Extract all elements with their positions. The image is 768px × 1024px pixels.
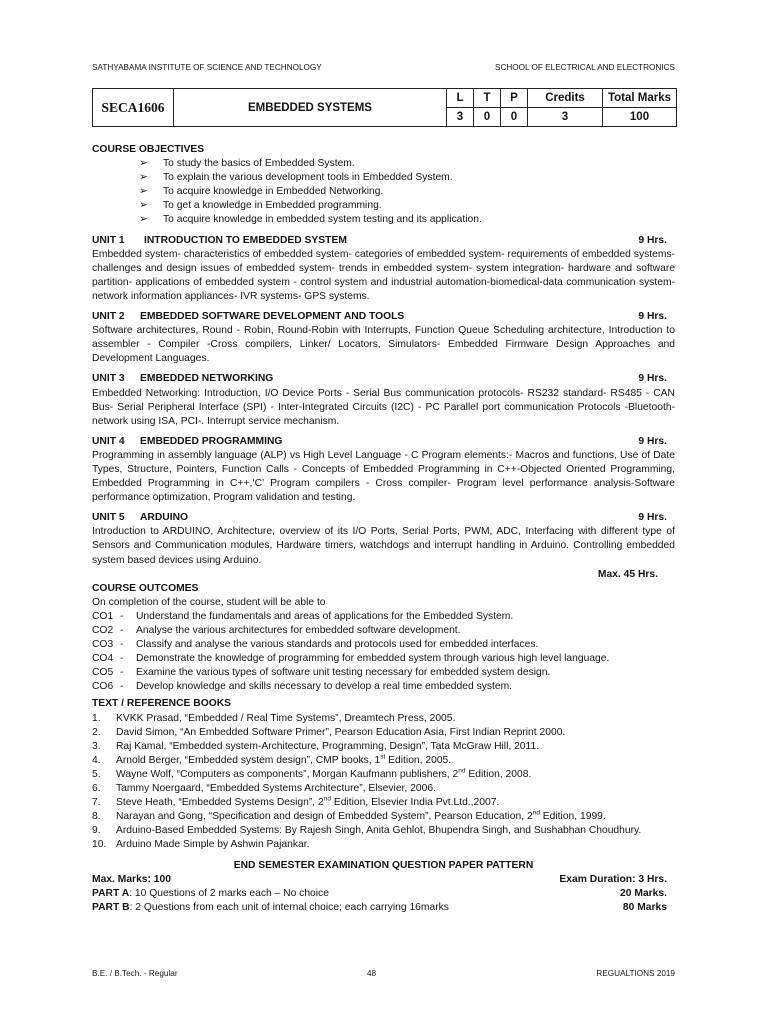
outcome-item: CO4 - Demonstrate the knowledge of programming for embedded system through various high level language. xyxy=(92,653,610,665)
book-item: 1. KVKK Prasad, “Embedded / Real Time Systems”, Dreamtech Press, 2005. xyxy=(92,712,456,724)
unit-title: ARDUINO xyxy=(140,512,189,524)
part-b-label: PART B xyxy=(92,901,130,913)
unit-label: UNIT 5 xyxy=(92,512,125,524)
objectives-heading: COURSE OBJECTIVES xyxy=(92,144,205,155)
syllabus-body xyxy=(92,143,675,915)
book-item: 9. Arduino-Based Embedded Systems: By Rajesh Singh, Anita Gehlot, Bhupendra Singh, and Sushabhan Choudhury. xyxy=(92,825,642,837)
course-info-table xyxy=(92,88,677,127)
book-item: 5. Wayne Wolf, “Computers as components”, Morgan Kaufmann publishers, 2nd Edition, 2008. xyxy=(92,767,532,780)
objective-item: ➢ To study the basics of Embedded System. xyxy=(139,157,675,171)
outcomes-intro: On completion of the course, student will be able to xyxy=(92,596,326,608)
footer-program: B.E. / B.Tech. - Regular xyxy=(92,969,178,978)
header-l: L xyxy=(447,89,474,108)
objective-item: ➢ To explain the various development tools in Embedded System. xyxy=(139,171,675,185)
unit-title: EMBEDDED NETWORKING xyxy=(140,373,274,385)
book-item: 6. Tammy Noergaard, “Embedded Systems Architecture”, Elsevier, 2006. xyxy=(92,783,436,795)
book-item: 10. Arduino Made Simple by Ashwin Pajankar. xyxy=(92,839,310,851)
outcome-item: CO5 - Examine the various types of software unit testing necessary for embedded system design. xyxy=(92,667,551,679)
part-a-row xyxy=(92,887,675,901)
header-p: P xyxy=(501,89,528,108)
arrow-bullet-icon: ➢ xyxy=(139,186,148,198)
outcomes-heading: COURSE OUTCOMES xyxy=(92,582,199,594)
unit-heading xyxy=(92,511,675,525)
institute-name: SATHYABAMA INSTITUTE OF SCIENCE AND TECHNOLOGY xyxy=(92,63,322,72)
unit-heading xyxy=(92,435,675,449)
unit-heading xyxy=(92,372,675,386)
part-a-text: : 10 Questions of 2 marks each – No choice xyxy=(129,887,329,899)
course-title: EMBEDDED SYSTEMS xyxy=(174,89,447,127)
header-credits: Credits xyxy=(528,89,603,108)
objective-item: ➢ To get a knowledge in Embedded programming. xyxy=(139,199,675,213)
objectives-list xyxy=(92,157,675,227)
outcome-item: CO2 - Analyse the various architectures for embedded software development. xyxy=(92,625,461,636)
exam-duration: Exam Duration: 3 Hrs. xyxy=(559,873,667,885)
outcome-item: CO6 - Develop knowledge and skills necessary to develop a real time embedded system. xyxy=(92,681,513,693)
outcome-item: CO3 - Classify and analyse the various standards and protocols used for embedded interfaces. xyxy=(92,639,539,651)
part-a-label: PART A xyxy=(92,887,130,899)
unit-description: Software architectures, Round - Robin, Round-Robin with Interrupts, Function Queue Scheduling architecture, Introduction to assembler - Compiler -Cross compilers, Linker/ Locators, Simulators- Embedded Firmware Design Approaches and Development Languages. xyxy=(92,325,675,365)
unit-description: Programming in assembly language (ALP) vs High Level Language - C Program elements:- Macros and functions, Use of Date Types, Structure, Pointers, Function Calls - Concepts of Embedded Programming in C++-Objected Oriented Programming, Embedded Programming in C++,‘C’ Program compilers - Cross compiler- Program level performance analysis-Software performance optimization, Program validation and testing. xyxy=(92,449,675,504)
book-item: 2. David Simon, “An Embedded Software Primer”, Pearson Education Asia, First Indian Reprint 2000. xyxy=(92,726,566,738)
header-total-marks: Total Marks xyxy=(603,89,677,108)
header-t: T xyxy=(474,89,501,108)
value-total-marks: 100 xyxy=(603,108,677,127)
value-t: 0 xyxy=(474,108,501,127)
exam-pattern-heading: END SEMESTER EXAMINATION QUESTION PAPER PATTERN xyxy=(233,859,534,871)
footer-regulations: REGUALTIONS 2019 xyxy=(596,969,675,978)
unit-hours: 9 Hrs. xyxy=(638,311,667,323)
unit-label: UNIT 3 xyxy=(92,373,125,385)
part-b-marks: 80 Marks xyxy=(622,901,667,913)
arrow-bullet-icon: ➢ xyxy=(139,200,148,212)
books-heading: TEXT / REFERENCE BOOKS xyxy=(92,698,232,710)
book-item: 7. Steve Heath, “Embedded Systems Design”, 2nd Edition, Elsevier India Pvt.Ltd.,2007. xyxy=(92,795,500,809)
max-marks: Max. Marks: 100 xyxy=(92,873,171,885)
unit-hours: 9 Hrs. xyxy=(638,234,667,246)
objective-item: ➢ To acquire knowledge in embedded system testing and its application. xyxy=(139,213,675,227)
school-name: SCHOOL OF ELECTRICAL AND ELECTRONICS xyxy=(494,63,675,72)
value-l: 3 xyxy=(447,108,474,127)
book-item: 8. Narayan and Gong, “Specification and design of Embedded System”, Pearson Education, 2nd Edition, 1999. xyxy=(92,809,606,823)
unit-label: UNIT 2 xyxy=(92,311,125,323)
max-hours: Max. 45 Hrs. xyxy=(597,568,658,580)
arrow-bullet-icon: ➢ xyxy=(139,172,148,184)
book-item: 4. Arnold Berger, “Embedded system design”, CMP books, 1st Edition, 2005. xyxy=(92,753,452,766)
value-credits: 3 xyxy=(528,108,603,127)
unit-title: EMBEDDED SOFTWARE DEVELOPMENT AND TOOLS xyxy=(140,311,405,323)
book-item: 3. Raj Kamal, “Embedded system-Architecture, Programming, Design”, Tata McGraw Hill, 2011. xyxy=(92,740,540,752)
unit-title: EMBEDDED PROGRAMMING xyxy=(140,435,283,447)
unit-hours: 9 Hrs. xyxy=(638,435,667,447)
exam-summary-row xyxy=(92,873,675,887)
unit-hours: 9 Hrs. xyxy=(638,512,667,524)
unit-heading xyxy=(92,234,675,248)
part-a-marks: 20 Marks. xyxy=(620,887,667,899)
outcome-item: CO1 - Understand the fundamentals and areas of applications for the Embedded System. xyxy=(92,610,514,622)
arrow-bullet-icon: ➢ xyxy=(139,214,148,226)
unit-description: Embedded system- characteristics of embedded system- categories of embedded system- requirements of embedded systems- challenges and design issues of embedded system- trends in embedded system- system integration- hardware and software partition- applications of embedded system - control system and industrial automation-biomedical-data communication system-network information appliances- IVR systems- GPS systems. xyxy=(92,248,675,302)
page-number: 48 xyxy=(367,969,377,978)
part-b-text: : 2 Questions from each unit of internal choice; each carrying 16marks xyxy=(129,901,449,913)
unit-hours: 9 Hrs. xyxy=(638,373,667,385)
unit-label: UNIT 1 xyxy=(92,234,125,246)
value-p: 0 xyxy=(501,108,528,127)
course-code: SECA1606 xyxy=(93,89,174,127)
arrow-bullet-icon: ➢ xyxy=(139,158,148,170)
unit-heading xyxy=(92,310,675,324)
unit-description: Introduction to ARDUINO, Architecture, overview of its I/O Ports, Serial Ports, PWM, ADC, Interfacing with different type of Sensors and Communication modules, Hardware timers, watchdogs and interrupt handling in Arduino. Controlling embedded system based devices using Arduino. xyxy=(92,526,675,566)
unit-title: INTRODUCTION TO EMBEDDED SYSTEM xyxy=(144,234,347,246)
objective-item: ➢ To acquire knowledge in Embedded Networking. xyxy=(139,185,675,199)
part-b-row xyxy=(92,901,675,915)
unit-label: UNIT 4 xyxy=(92,435,125,447)
unit-description: Embedded Networking: Introduction, I/O Device Ports - Serial Bus communication protocols- RS232 standard- RS485 - CAN Bus- Serial Peripheral Interface (SPI) - Inter-Integrated Circuits (I2C) - PC Parallel port communication Protocols -Bluetooth- network using ISA, PCI-. Interrupt service mechanism. xyxy=(92,387,675,427)
